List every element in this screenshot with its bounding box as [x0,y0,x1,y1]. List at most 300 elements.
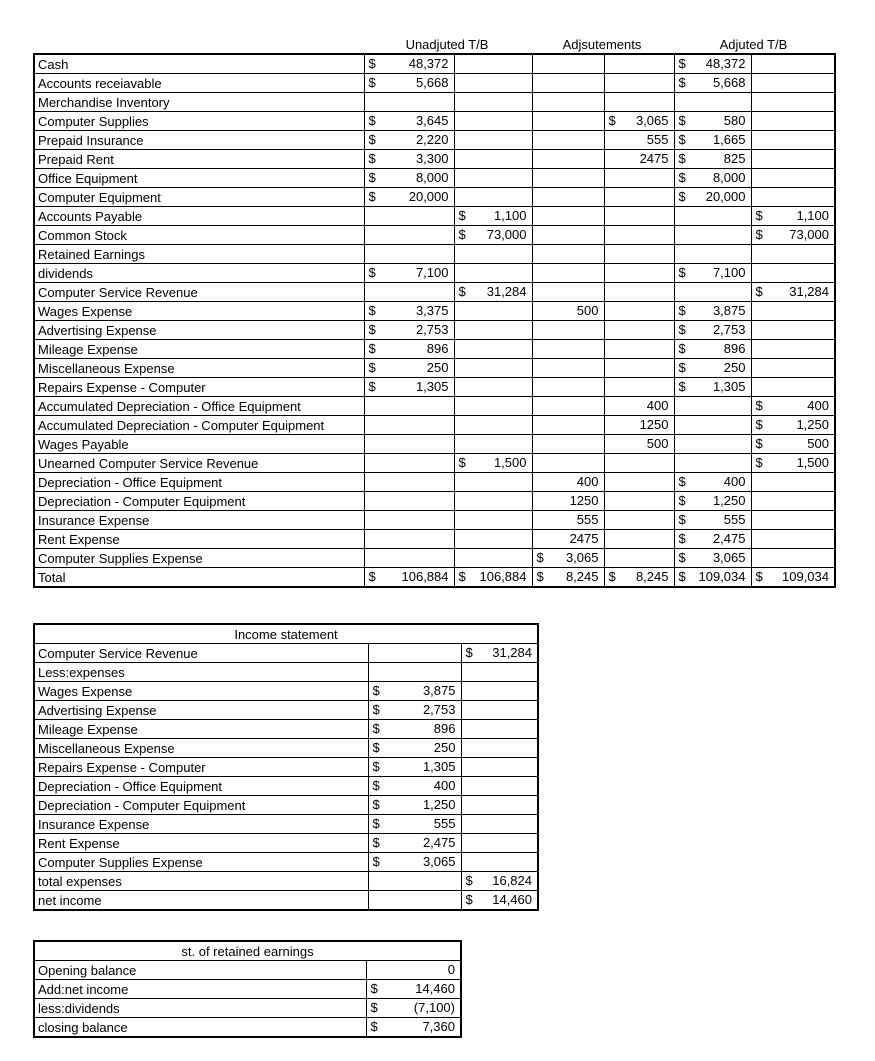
tb-cell-t-dr [674,302,751,321]
account-name-cell: total expenses [34,872,368,891]
tb-cell-u-cr-currency: $ [458,569,466,584]
is-cell-c2 [461,663,538,682]
tb-cell-t-dr-value: 1,250 [712,493,746,508]
table-row [34,226,835,245]
tb-cell-u-dr-value: 1,305 [415,379,449,394]
tb-cell-u-dr [364,397,454,416]
tb-cell-t-cr [751,188,835,207]
tb-cell-a-cr [604,511,674,530]
is-cell-c1 [368,644,461,663]
tb-cell-a-dr [532,207,604,226]
tb-cell-a-cr-currency: $ [608,113,616,128]
adjustments-header: Adjsutements [562,37,642,52]
table-row [34,416,835,435]
table-row [34,150,835,169]
tb-cell-a-cr [604,207,674,226]
tb-cell-u-dr [364,54,454,74]
tb-cell-a-dr [532,549,604,568]
is-cell-c1-currency: $ [372,740,380,755]
is-cell-c2 [461,644,538,663]
is-cell-c1-currency: $ [372,721,380,736]
tb-cell-u-cr [454,359,532,378]
tb-cell-a-cr [604,131,674,150]
tb-cell-u-dr-currency: $ [368,569,376,584]
is-cell-c2 [461,777,538,796]
is-cell-c1-currency: $ [372,816,380,831]
table-row [34,245,835,264]
tb-cell-t-dr [674,150,751,169]
tb-cell-t-cr-value: 1,500 [796,455,829,470]
tb-cell-t-dr-value: 580 [723,113,746,128]
tb-cell-t-dr-value: 250 [723,360,746,375]
tb-cell-a-dr [532,340,604,359]
is-cell-c2-currency: $ [465,645,473,660]
is-cell-c1 [368,739,461,758]
trial-balance-column-headers [33,37,837,53]
tb-cell-t-cr-currency: $ [755,398,763,413]
account-name-cell: Advertising Expense [34,701,368,720]
table-row [34,169,835,188]
tb-cell-a-cr [604,112,674,131]
tb-cell-t-cr [751,359,835,378]
is-cell-c2 [461,796,538,815]
table-row [34,283,835,302]
income-statement-table [33,623,539,911]
tb-cell-t-dr-currency: $ [678,569,686,584]
account-name-cell: Computer Supplies [34,112,364,131]
tb-cell-t-cr [751,112,835,131]
tb-cell-u-cr [454,283,532,302]
tb-cell-a-cr [604,359,674,378]
tb-cell-u-cr [454,54,532,74]
is-cell-c1 [368,777,461,796]
tb-cell-u-dr-currency: $ [368,189,376,204]
tb-cell-u-cr [454,473,532,492]
tb-cell-u-cr [454,397,532,416]
tb-cell-t-cr-currency: $ [755,455,763,470]
tb-cell-a-cr [604,568,674,588]
tb-cell-t-dr [674,93,751,112]
account-name-cell: Prepaid Insurance [34,131,364,150]
tb-cell-a-dr [532,54,604,74]
tb-cell-t-dr [674,568,751,588]
tb-cell-u-dr [364,416,454,435]
tb-cell-t-dr-currency: $ [678,322,686,337]
tb-cell-t-dr-value: 555 [723,512,746,527]
tb-cell-a-dr [532,74,604,93]
tb-cell-u-cr [454,226,532,245]
tb-cell-u-dr [364,568,454,588]
tb-cell-t-dr [674,378,751,397]
account-name-cell: closing balance [34,1018,366,1038]
tb-cell-t-dr-currency: $ [678,341,686,356]
table-row [34,54,835,74]
account-name-cell: Insurance Expense [34,815,368,834]
table-row [34,739,538,758]
tb-cell-u-dr [364,207,454,226]
tb-cell-a-dr [532,112,604,131]
retained-earnings-title-row [34,941,461,961]
retained-earnings-title: st. of retained earnings [34,941,461,961]
tb-cell-a-dr [532,492,604,511]
account-name-cell: Less:expenses [34,663,368,682]
tb-cell-a-cr [604,264,674,283]
tb-cell-u-dr [364,492,454,511]
tb-cell-t-dr-value: 3,065 [712,550,746,565]
tb-cell-t-cr [751,302,835,321]
tb-cell-u-cr [454,492,532,511]
tb-cell-a-cr [604,188,674,207]
tb-cell-u-cr [454,131,532,150]
tb-cell-t-dr [674,416,751,435]
tb-cell-u-dr-currency: $ [368,56,376,71]
tb-cell-a-dr [532,511,604,530]
tb-cell-t-dr-currency: $ [678,360,686,375]
tb-cell-t-dr [674,397,751,416]
account-name-cell: Depreciation - Office Equipment [34,777,368,796]
table-row [34,378,835,397]
tb-cell-t-dr-value: 2,475 [712,531,746,546]
account-name-cell: Depreciation - Computer Equipment [34,492,364,511]
is-cell-c1-value: 1,305 [422,759,456,774]
tb-cell-t-dr [674,359,751,378]
tb-cell-u-cr [454,74,532,93]
tb-cell-u-dr-currency: $ [368,303,376,318]
tb-cell-t-dr-value: 825 [723,151,746,166]
tb-cell-u-dr [364,150,454,169]
table-row [34,492,835,511]
tb-cell-t-cr [751,150,835,169]
tb-cell-t-dr [674,321,751,340]
is-cell-c1-value: 555 [433,816,456,831]
tb-cell-a-cr-value: 3,065 [635,113,669,128]
is-cell-c1 [368,834,461,853]
account-name-cell: Computer Service Revenue [34,283,364,302]
tb-cell-t-dr-currency: $ [678,189,686,204]
tb-cell-a-cr [604,530,674,549]
tb-cell-a-cr [604,54,674,74]
account-name-cell: Miscellaneous Expense [34,359,364,378]
tb-cell-t-cr-value: 1,250 [796,417,829,432]
account-name-cell: Wages Payable [34,435,364,454]
account-name-cell: Rent Expense [34,530,364,549]
tb-cell-u-cr [454,416,532,435]
account-name-cell: Advertising Expense [34,321,364,340]
tb-cell-a-dr [532,93,604,112]
table-row [34,1018,461,1038]
is-cell-c2-currency: $ [465,873,473,888]
tb-cell-t-cr [751,473,835,492]
tb-cell-t-dr-currency: $ [678,56,686,71]
tb-cell-u-cr [454,530,532,549]
tb-cell-u-cr [454,112,532,131]
tb-cell-a-cr-value: 2475 [639,151,669,166]
tb-cell-u-cr [454,302,532,321]
tb-cell-t-cr-value: 1,100 [796,208,829,223]
tb-cell-a-cr [604,321,674,340]
tb-cell-t-dr-value: 48,372 [705,56,746,71]
tb-cell-u-cr-value: 106,884 [479,569,527,584]
tb-cell-t-cr [751,549,835,568]
tb-cell-u-dr [364,74,454,93]
tb-cell-t-dr [674,207,751,226]
table-row [34,644,538,663]
tb-cell-u-dr-value: 8,000 [415,170,449,185]
tb-cell-a-dr-value: 400 [576,474,599,489]
tb-cell-t-dr-value: 109,034 [698,569,746,584]
tb-cell-t-cr [751,169,835,188]
tb-cell-u-dr-value: 2,220 [415,132,449,147]
account-name-cell: dividends [34,264,364,283]
tb-cell-t-cr [751,245,835,264]
tb-cell-a-cr [604,378,674,397]
table-row [34,397,835,416]
tb-cell-u-dr [364,169,454,188]
table-row [34,891,538,911]
account-name-cell: Insurance Expense [34,511,364,530]
account-name-cell: Repairs Expense - Computer [34,758,368,777]
is-cell-c1 [368,815,461,834]
tb-cell-a-cr [604,150,674,169]
is-cell-c1-value: 250 [433,740,456,755]
tb-cell-t-cr [751,378,835,397]
table-row [34,961,461,980]
table-row [34,93,835,112]
tb-cell-u-dr-currency: $ [368,265,376,280]
tb-cell-t-dr-currency: $ [678,132,686,147]
tb-cell-u-dr-value: 7,100 [415,265,449,280]
tb-cell-u-dr [364,530,454,549]
tb-cell-t-dr [674,530,751,549]
tb-cell-a-dr [532,150,604,169]
table-row [34,853,538,872]
re-cell-amt-value: 7,360 [422,1019,455,1034]
tb-cell-u-dr [364,378,454,397]
is-cell-c1-value: 3,875 [422,683,456,698]
income-statement-title: Income statement [34,624,538,644]
is-cell-c1 [368,872,461,891]
is-cell-c2 [461,739,538,758]
tb-cell-t-cr [751,397,835,416]
tb-cell-t-dr-currency: $ [678,75,686,90]
table-row [34,302,835,321]
tb-cell-u-dr [364,283,454,302]
re-cell-amt-currency: $ [370,981,378,996]
tb-cell-u-cr-value: 73,000 [486,227,527,242]
tb-cell-a-dr [532,454,604,473]
tb-cell-t-dr-currency: $ [678,113,686,128]
tb-cell-a-dr [532,359,604,378]
tb-cell-u-dr [364,321,454,340]
re-cell-amt [366,1018,461,1038]
tb-cell-a-dr [532,473,604,492]
tb-cell-a-dr-value: 8,245 [565,569,599,584]
tb-cell-u-cr [454,150,532,169]
is-cell-c2-value: 31,284 [492,645,532,660]
account-name-cell: Retained Earnings [34,245,364,264]
account-name-cell: Opening balance [34,961,366,980]
tb-cell-a-dr [532,435,604,454]
account-name-cell: Computer Supplies Expense [34,853,368,872]
tb-cell-t-cr-currency: $ [755,284,763,299]
tb-cell-t-cr [751,492,835,511]
table-row [34,701,538,720]
tb-cell-t-dr-value: 3,875 [712,303,746,318]
tb-cell-a-dr-value: 1250 [569,493,599,508]
tb-cell-u-cr-currency: $ [458,455,466,470]
tb-cell-t-dr-value: 20,000 [705,189,746,204]
account-name-cell: Computer Supplies Expense [34,549,364,568]
tb-cell-u-cr [454,321,532,340]
tb-cell-t-dr-value: 896 [723,341,746,356]
retained-earnings-table [33,940,462,1038]
adjusted-tb-header: Adjuted T/B [719,37,788,52]
tb-cell-u-dr [364,549,454,568]
tb-cell-t-dr-value: 1,665 [712,132,746,147]
account-name-cell: Computer Service Revenue [34,644,368,663]
account-name-cell: Cash [34,54,364,74]
tb-cell-a-dr [532,321,604,340]
account-name-cell: Rent Expense [34,834,368,853]
tb-cell-t-dr-currency: $ [678,379,686,394]
tb-cell-t-cr-value: 31,284 [789,284,829,299]
is-cell-c2 [461,682,538,701]
account-name-cell: less:dividends [34,999,366,1018]
tb-cell-u-dr [364,245,454,264]
is-cell-c1-currency: $ [372,683,380,698]
table-row [34,549,835,568]
tb-cell-t-dr [674,473,751,492]
table-row [34,682,538,701]
table-row [34,207,835,226]
table-row [34,264,835,283]
tb-cell-t-cr [751,131,835,150]
tb-cell-a-dr-value: 2475 [569,531,599,546]
tb-cell-t-dr-currency: $ [678,493,686,508]
tb-cell-t-dr [674,264,751,283]
tb-cell-t-cr-value: 73,000 [789,227,829,242]
account-name-cell: Common Stock [34,226,364,245]
tb-cell-t-cr-currency: $ [755,436,763,451]
table-row [34,435,835,454]
is-cell-c1-value: 400 [433,778,456,793]
tb-cell-t-dr [674,511,751,530]
tb-cell-u-dr-value: 896 [426,341,449,356]
tb-cell-t-dr [674,454,751,473]
tb-cell-t-cr-currency: $ [755,227,763,242]
tb-cell-t-dr-currency: $ [678,531,686,546]
tb-cell-t-dr-value: 5,668 [712,75,746,90]
is-cell-c2 [461,720,538,739]
tb-cell-u-dr [364,435,454,454]
account-name-cell: Total [34,568,364,588]
tb-cell-t-dr [674,549,751,568]
tb-cell-u-dr-value: 3,300 [415,151,449,166]
table-row [34,112,835,131]
table-row [34,511,835,530]
table-row [34,796,538,815]
tb-cell-u-dr [364,226,454,245]
table-row [34,473,835,492]
tb-cell-a-cr [604,302,674,321]
account-name-cell: Depreciation - Computer Equipment [34,796,368,815]
tb-cell-t-dr-value: 8,000 [712,170,746,185]
tb-cell-t-dr-currency: $ [678,512,686,527]
is-cell-c2 [461,891,538,911]
tb-cell-u-cr-value: 1,500 [493,455,527,470]
is-cell-c1 [368,796,461,815]
is-cell-c1 [368,758,461,777]
re-cell-amt-value: 14,460 [415,981,455,996]
tb-cell-a-cr [604,473,674,492]
tb-cell-t-cr-value: 400 [807,398,829,413]
tb-cell-a-cr [604,549,674,568]
is-cell-c2 [461,815,538,834]
table-row [34,131,835,150]
tb-cell-a-dr [532,245,604,264]
account-name-cell: Office Equipment [34,169,364,188]
tb-cell-a-dr [532,131,604,150]
tb-cell-a-cr [604,340,674,359]
is-cell-c1-currency: $ [372,759,380,774]
table-row [34,188,835,207]
tb-cell-a-dr [532,188,604,207]
tb-cell-u-cr [454,169,532,188]
tb-cell-u-dr-value: 48,372 [408,56,449,71]
tb-cell-u-dr-value: 5,668 [415,75,449,90]
tb-cell-a-cr [604,492,674,511]
tb-cell-a-dr [532,226,604,245]
tb-cell-u-cr [454,264,532,283]
account-name-cell: Unearned Computer Service Revenue [34,454,364,473]
account-name-cell: Wages Expense [34,302,364,321]
tb-cell-a-cr-value: 8,245 [635,569,669,584]
tb-cell-u-dr-currency: $ [368,322,376,337]
unadjusted-tb-header: Unadjuted T/B [405,37,489,52]
is-cell-c1 [368,701,461,720]
tb-cell-u-cr-currency: $ [458,208,466,223]
tb-cell-t-cr [751,93,835,112]
tb-cell-u-dr [364,112,454,131]
income-statement-title-row [34,624,538,644]
tb-cell-u-cr [454,511,532,530]
is-cell-c2-value: 14,460 [492,892,532,907]
tb-cell-u-cr [454,435,532,454]
tb-cell-a-dr [532,264,604,283]
account-name-cell: Accumulated Depreciation - Office Equipment [34,397,364,416]
account-name-cell: Wages Expense [34,682,368,701]
tb-cell-u-cr-value: 1,100 [493,208,527,223]
tb-cell-u-dr [364,188,454,207]
tb-cell-u-dr-value: 3,645 [415,113,449,128]
is-cell-c1-value: 896 [433,721,456,736]
is-cell-c1 [368,891,461,911]
account-name-cell: Merchandise Inventory [34,93,364,112]
tb-cell-t-cr [751,511,835,530]
tb-cell-u-cr [454,549,532,568]
account-name-cell: Accounts Payable [34,207,364,226]
tb-cell-a-cr-value: 555 [646,132,669,147]
tb-cell-u-dr [364,473,454,492]
tb-cell-u-cr [454,93,532,112]
tb-cell-a-dr [532,169,604,188]
table-row [34,834,538,853]
tb-cell-t-dr-value: 1,305 [712,379,746,394]
is-cell-c1 [368,720,461,739]
tb-cell-t-dr [674,340,751,359]
tb-cell-a-cr [604,226,674,245]
tb-cell-a-dr-currency: $ [536,550,544,565]
